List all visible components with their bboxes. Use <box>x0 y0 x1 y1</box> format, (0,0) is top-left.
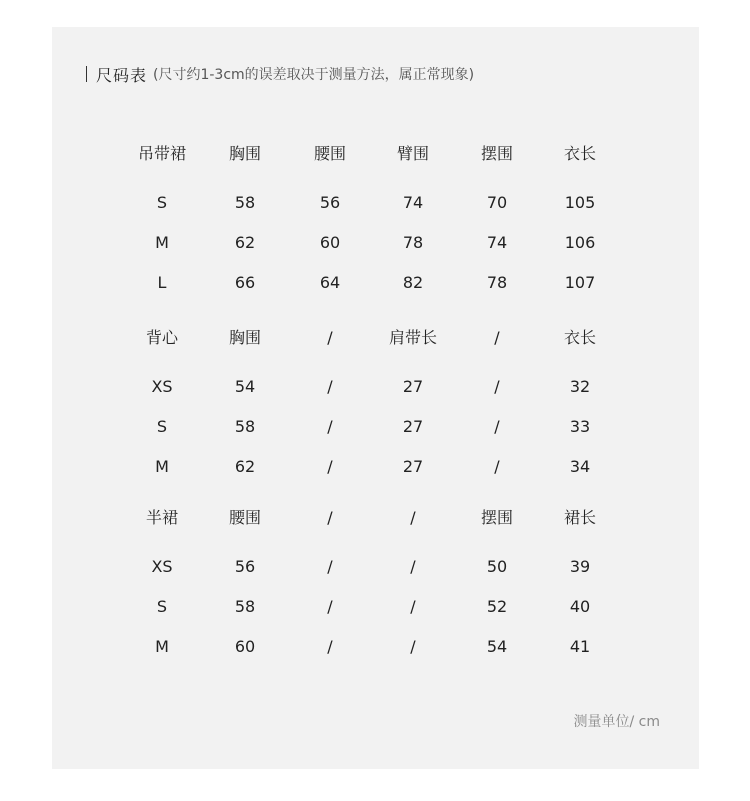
table-3-cell-r2-c3: / <box>327 597 333 616</box>
table-2-cell-r2-c2: 58 <box>234 417 256 436</box>
table-1-header-1: 吊带裙 <box>137 144 186 163</box>
table-3-header-1: 半裙 <box>145 508 178 527</box>
table-3-header-2: 腰围 <box>228 508 261 527</box>
table-3-header-4: / <box>410 508 416 527</box>
table-3-cell-r2-c6: 40 <box>569 597 591 616</box>
table-3-cell-r1-c1: XS <box>151 557 173 576</box>
table-3-cell-r3-c6: 41 <box>569 637 591 656</box>
table-2-cell-r1-c5: / <box>494 377 500 396</box>
table-2-cell-r3-c1: M <box>155 457 169 476</box>
table-3-cell-r1-c2: 56 <box>234 557 256 576</box>
table-1-cell-r2-c1: M <box>155 233 169 252</box>
table-2-cell-r3-c4: 27 <box>402 457 424 476</box>
table-3-header-3: / <box>327 508 333 527</box>
table-1-cell-r2-c6: 106 <box>564 233 596 252</box>
table-3-cell-r2-c4: / <box>410 597 416 616</box>
table-1-cell-r1-c4: 74 <box>402 193 424 212</box>
table-1-cell-r3-c1: L <box>157 273 167 292</box>
size-chart-title: 尺码表 <box>96 65 148 85</box>
table-3-cell-r3-c1: M <box>155 637 169 656</box>
table-1-cell-r3-c2: 66 <box>234 273 256 292</box>
table-1-cell-r1-c1: S <box>156 193 168 212</box>
table-2-header-1: 背心 <box>145 328 178 347</box>
table-2-cell-r2-c3: / <box>327 417 333 436</box>
table-3-cell-r1-c5: 50 <box>486 557 508 576</box>
table-1-cell-r2-c4: 78 <box>402 233 424 252</box>
table-3-cell-r1-c4: / <box>410 557 416 576</box>
table-2-cell-r2-c4: 27 <box>402 417 424 436</box>
table-2-cell-r2-c1: S <box>156 417 168 436</box>
table-2-cell-r1-c6: 32 <box>569 377 591 396</box>
table-1-cell-r2-c5: 74 <box>486 233 508 252</box>
table-2-header-5: / <box>494 328 500 347</box>
table-1-cell-r1-c6: 105 <box>564 193 596 212</box>
table-3-header-6: 裙长 <box>563 508 596 527</box>
table-2-cell-r1-c4: 27 <box>402 377 424 396</box>
table-3-cell-r3-c4: / <box>410 637 416 656</box>
table-2-cell-r1-c3: / <box>327 377 333 396</box>
table-3-cell-r3-c5: 54 <box>486 637 508 656</box>
table-1-header-2: 胸围 <box>228 144 261 163</box>
table-3-cell-r1-c6: 39 <box>569 557 591 576</box>
table-2-header-6: 衣长 <box>563 328 596 347</box>
measurement-unit: 测量单位/ cm <box>573 714 660 730</box>
table-3-cell-r2-c2: 58 <box>234 597 256 616</box>
table-3-header-5: 摆围 <box>480 508 513 527</box>
table-2-cell-r3-c3: / <box>327 457 333 476</box>
table-2-cell-r3-c2: 62 <box>234 457 256 476</box>
table-1-header-5: 摆围 <box>480 144 513 163</box>
table-1-cell-r2-c2: 62 <box>234 233 256 252</box>
table-3-cell-r1-c3: / <box>327 557 333 576</box>
table-1-cell-r3-c4: 82 <box>402 273 424 292</box>
size-chart-card <box>52 27 699 769</box>
table-3-cell-r3-c2: 60 <box>234 637 256 656</box>
table-1-cell-r1-c5: 70 <box>486 193 508 212</box>
table-1-header-4: 臂围 <box>396 144 429 163</box>
table-1-cell-r3-c6: 107 <box>564 273 596 292</box>
table-1-cell-r2-c3: 60 <box>319 233 341 252</box>
table-1-header-6: 衣长 <box>563 144 596 163</box>
table-1-cell-r1-c2: 58 <box>234 193 256 212</box>
table-1-header-3: 腰围 <box>313 144 346 163</box>
table-1-cell-r3-c3: 64 <box>319 273 341 292</box>
table-2-cell-r2-c5: / <box>494 417 500 436</box>
header-divider <box>86 66 87 82</box>
table-2-header-4: 肩带长 <box>388 328 437 347</box>
table-2-cell-r2-c6: 33 <box>569 417 591 436</box>
table-2-cell-r1-c2: 54 <box>234 377 256 396</box>
table-2-cell-r3-c6: 34 <box>569 457 591 476</box>
table-2-cell-r1-c1: XS <box>151 377 173 396</box>
table-2-cell-r3-c5: / <box>494 457 500 476</box>
table-3-cell-r2-c1: S <box>156 597 168 616</box>
size-chart-note: (尺寸约1-3cm的误差取决于测量方法，属正常现象) <box>153 67 475 83</box>
size-chart-header <box>86 63 474 85</box>
table-1-cell-r1-c3: 56 <box>319 193 341 212</box>
table-3-cell-r2-c5: 52 <box>486 597 508 616</box>
table-1-cell-r3-c5: 78 <box>486 273 508 292</box>
table-3-cell-r3-c3: / <box>327 637 333 656</box>
table-2-header-2: 胸围 <box>228 328 261 347</box>
table-2-header-3: / <box>327 328 333 347</box>
